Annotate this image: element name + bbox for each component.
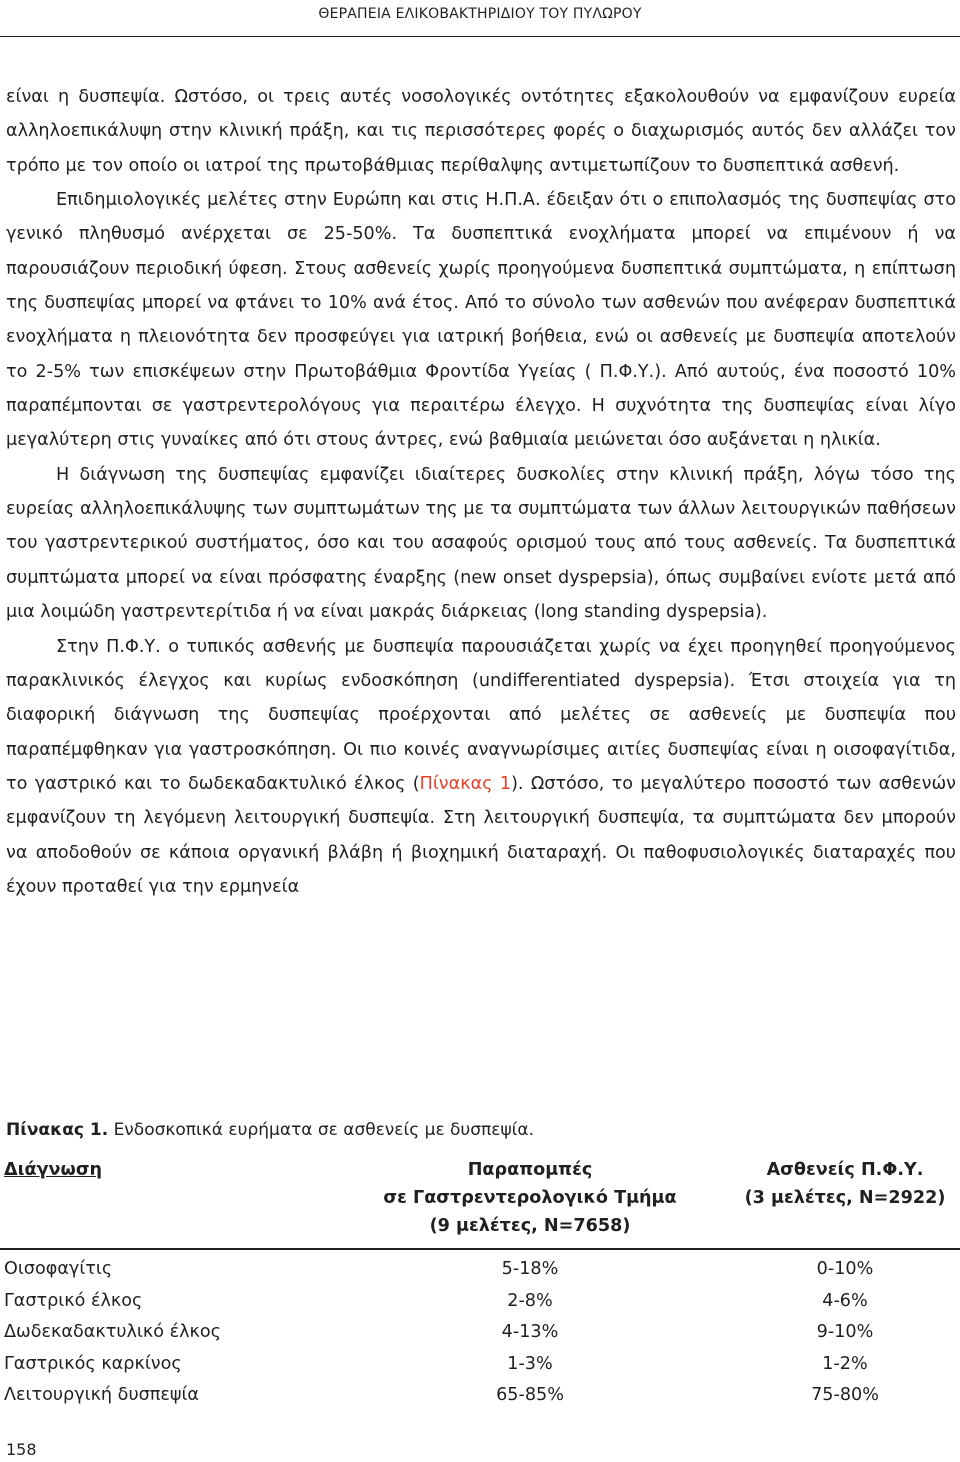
cell-diagnosis: Γαστρικός καρκίνος bbox=[4, 1353, 182, 1374]
header-divider bbox=[0, 36, 960, 37]
running-header: ΘΕΡΑΠΕΙΑ ΕΛΙΚΟΒΑΚΤΗΡΙΔΙΟΥ ΤΟΥ ΠΥΛΩΡΟΥ bbox=[318, 6, 642, 22]
table-row bbox=[0, 1286, 960, 1318]
cell-referrals: 1-3% bbox=[507, 1353, 553, 1374]
header-referrals-line-1: Παραπομπές bbox=[467, 1160, 593, 1180]
header-pfy-line-1: Ασθενείς Π.Φ.Υ. bbox=[766, 1160, 924, 1180]
header-referrals-line-2: σε Γαστρεντερολογικό Τμήμα bbox=[383, 1188, 677, 1208]
header-referrals bbox=[330, 1156, 730, 1249]
paragraph-4-text-end: ). Ωστόσο, το μεγαλύτερο ποσοστό των ασθενών εμφανίζουν τη λεγόμενη λειτουργική δυσπεψία. Στη λειτουργική δυσπεψία, τα συμπτώματα δεν μπορούν να αποδοθούν σε κάποια οργανική βλάβη ή βιοχημική διαταραχή. Οι παθοφυσιολογικές διαταραχές που έχουν προταθεί για την ερμηνεία bbox=[6, 773, 957, 897]
table-1-reference-link[interactable]: Πίνακας 1 bbox=[419, 773, 512, 794]
table-caption-text: Ενδοσκοπικά ευρήματα σε ασθενείς με δυσπεψία. bbox=[113, 1120, 535, 1140]
paragraph-3: Η διάγνωση της δυσπεψίας εμφανίζει ιδιαίτερες δυσκολίες στην κλινική πράξη, λόγω τόσο της ευρείας αλληλοεπικάλυψης των συμπτωμάτων της με τα συμπτώματα των άλλων λειτουργικών παθήσεων του γαστρεντερικού συστήματος, όσο και του ασαφούς ορισμού τους από τους ασθενείς. Τα δυσπεπτικά συμπτώματα μπορεί να είναι πρόσφατης έναρξης (new onset dyspepsia), όπως συμβαίνει ενίοτε μετά από μια λοιμώδη γαστρεντερίτιδα ή να είναι μακράς διάρκειας (long standing dyspepsia). bbox=[6, 464, 956, 623]
cell-pfy: 9-10% bbox=[816, 1322, 874, 1342]
header-pfy-line-2: (3 μελέτες, N=2922) bbox=[744, 1188, 946, 1208]
cell-referrals: 2-8% bbox=[507, 1290, 553, 1311]
header-diagnosis: Διάγνωση bbox=[0, 1156, 330, 1249]
endoscopic-findings-table bbox=[0, 1156, 960, 1412]
paragraph-2: Επιδημιολογικές μελέτες στην Ευρώπη και στις Η.Π.Α. έδειξαν ότι ο επιπολασμός της δυσπεψίας στο γενικό πληθυσμό ανέρχεται σε 25-50%. Τα δυσπεπτικά ενοχλήματα μπορεί να επιμένουν ή να παρουσιάζουν περιοδική ύφεση. Στους ασθενείς χωρίς προηγούμενα δυσπεπτικά συμπτώματα, η επίπτωση της δυσπεψίας μπορεί να φτάνει το 10% ανά έτος. Από το σύνολο των ασθενών που ανέφεραν δυσπεπτικά ενοχλήματα η πλειονότητα δεν προσφεύγει για ιατρική βοήθεια, ενώ οι ασθενείς με δυσπεψία αποτελούν το 2-5% των επισκέψεων στην Πρωτοβάθμια Φροντίδα Υγείας ( Π.Φ.Υ.). Από αυτούς, ένα ποσοστό 10% παραπέμπονται σε γαστρεντερολόγους για περαιτέρω έλεγχο. Η συχνότητα της δυσπεψίας είναι λίγο μεγαλύτερη στις γυναίκες από ότι στους άντρες, ενώ βαθμιαία μειώνεται όσο αυξάνεται η ηλικία. bbox=[6, 190, 956, 451]
cell-pfy: 0-10% bbox=[816, 1259, 874, 1279]
cell-pfy: 1-2% bbox=[822, 1353, 868, 1374]
header-pfy-patients bbox=[730, 1156, 960, 1249]
table-caption-label: Πίνακας 1. bbox=[6, 1120, 109, 1140]
cell-diagnosis: Λειτουργική δυσπεψία bbox=[4, 1385, 200, 1405]
article-body bbox=[6, 80, 956, 904]
cell-diagnosis: Οισοφαγίτις bbox=[4, 1259, 113, 1279]
table-caption bbox=[6, 1118, 956, 1142]
cell-pfy: 4-6% bbox=[822, 1290, 868, 1311]
table-row bbox=[0, 1249, 960, 1286]
cell-diagnosis: Δωδεκαδακτυλικό έλκος bbox=[4, 1322, 221, 1342]
cell-referrals: 4-13% bbox=[501, 1322, 559, 1342]
cell-referrals: 5-18% bbox=[501, 1259, 559, 1279]
paragraph-1: είναι η δυσπεψία. Ωστόσο, οι τρεις αυτές νοσολογικές οντότητες εξακολουθούν να εμφανίζουν ευρεία αλληλοεπικάλυψη στην κλινική πράξη, και τις περισσότερες φορές ο διαχωρισμός αυτός δεν αλλάζει τον τρόπο με τον οποίο οι ιατροί της πρωτοβάθμιας περίθαλψης αντιμετωπίζουν το δυσπεπτικά ασθενή. bbox=[6, 87, 956, 176]
table-row bbox=[0, 1380, 960, 1412]
paragraph-4-text-start: Στην Π.Φ.Υ. ο τυπικός ασθενής με δυσπεψία παρουσιάζεται χωρίς να έχει προηγηθεί προηγούμενος παρακλινικός έλεγχος και κυρίως ενδοσκόπηση (undifferentiated dyspepsia). Έτσι στοιχεία για τη διαφορική διάγνωση της δυσπεψίας προέρχονται από μελέτες σε ασθενείς με δυσπεψία που παραπέμφθηκαν για γαστροσκόπηση. Οι πιο κοινές αναγνωρίσιμες αιτίες δυσπεψίας είναι η οισοφαγίτιδα, το γαστρικό και το δωδεκαδακτυλικό έλκος ( bbox=[6, 636, 956, 794]
table-row bbox=[0, 1349, 960, 1381]
paragraph-4 bbox=[6, 630, 956, 905]
cell-referrals: 65-85% bbox=[496, 1385, 564, 1405]
cell-pfy: 75-80% bbox=[811, 1385, 879, 1405]
header-referrals-line-3: (9 μελέτες, N=7658) bbox=[429, 1216, 631, 1236]
cell-diagnosis: Γαστρικό έλκος bbox=[4, 1290, 143, 1311]
table-row bbox=[0, 1317, 960, 1349]
page-number: 158 bbox=[6, 1440, 37, 1459]
table-header-row bbox=[0, 1156, 960, 1249]
